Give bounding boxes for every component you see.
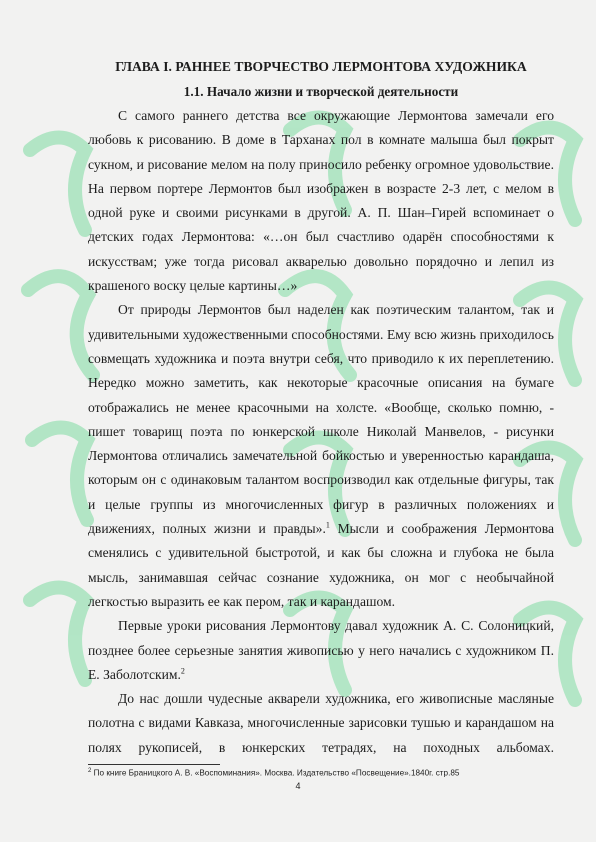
watermark-glyph — [30, 588, 85, 681]
chapter-title: ГЛАВА I. РАННЕЕ ТВОРЧЕСТВО ЛЕРМОНТОВА ХУДОЖНИКА — [115, 59, 527, 74]
watermark-glyph — [32, 428, 87, 521]
footnote-mark: 2 — [88, 768, 92, 774]
footnote-ref[interactable]: 1 — [325, 520, 330, 530]
footnote — [88, 768, 558, 778]
footnote-text: По книге Браницкого А. В. «Воспоминания». Москва. Издательство «Посвещение».1840г. стр.85 — [93, 768, 460, 778]
page-number: 4 — [295, 781, 301, 791]
watermark-glyph — [30, 138, 85, 231]
paragraph-3: Первые уроки рисования Лермонтову давал художник А. С. Солоницкий, позднее более серьезные занятия живописью у него начались с художником П. Е. Заболотским.$^2$ — [88, 618, 554, 682]
paragraph-1: С самого раннего детства все окружающие Лермонтова замечали его любовь к рисованию. В доме в Тарханах пол в комнате малыша был покрыт сукном, и рисование мелом на полу приносило ребенку огромное удовольствие. На первом портере Лермонтов был изображен в возрасте 2-3 лет, с мелом в одной руке и своими рисунками в другой. А. П. Шан–Гирей вспоминает о детских годах Лермонтова: «…он был счастливо одарён способностями к искусствам; уже тогда рисовал акварелью довольно порядочно и лепил из крашеного воску целые картины…» — [88, 108, 554, 294]
watermark-glyph — [28, 276, 93, 375]
footnote-ref[interactable]: 2 — [180, 666, 185, 676]
section-title: 1.1. Начало жизни и творческой деятельности — [183, 84, 459, 99]
footnote-divider — [88, 764, 220, 765]
main-text — [88, 57, 554, 760]
paragraph-4: До нас дошли чудесные акварели художника, его живописные масляные полотна с видами Кавказа, многочисленные зарисовки тушью и карандашом на полях рукописей, в юнкерских тетрадях, на походных альбомах. — [88, 691, 554, 755]
paragraph-2: От природы Лермонтов был наделен как поэтическим талантом, так и удивительными художественными способностями. Ему всю жизнь приходилось совмещать художника и поэта внутри себя, что приводило к их переплетению. Нередко можно заметить, как некоторые красочные описания на бумаге отображались не менее красочными на холсте. «Вообще, сколько помню, - пишет товарищ поэта по юнкерской школе Николай Манвелов, - рисунки Лермонтова отличались замечательной бойкостью и уверенностью карандаша, которым он с одинаковым талантом воспроизводил как отдельные фигуры, так и целые группы из многочисленных фигур в различных положениях и движениях, полных жизни и правды».$^1$ Мысли и соображения Лермонтова сменялись с удивительной быстротой, и как бы сложна и глубока не была мысль, занимавшая сейчас сознание художника, он мог с необычайной легкостью выразить ее как пером, так и карандашом. — [88, 302, 554, 609]
